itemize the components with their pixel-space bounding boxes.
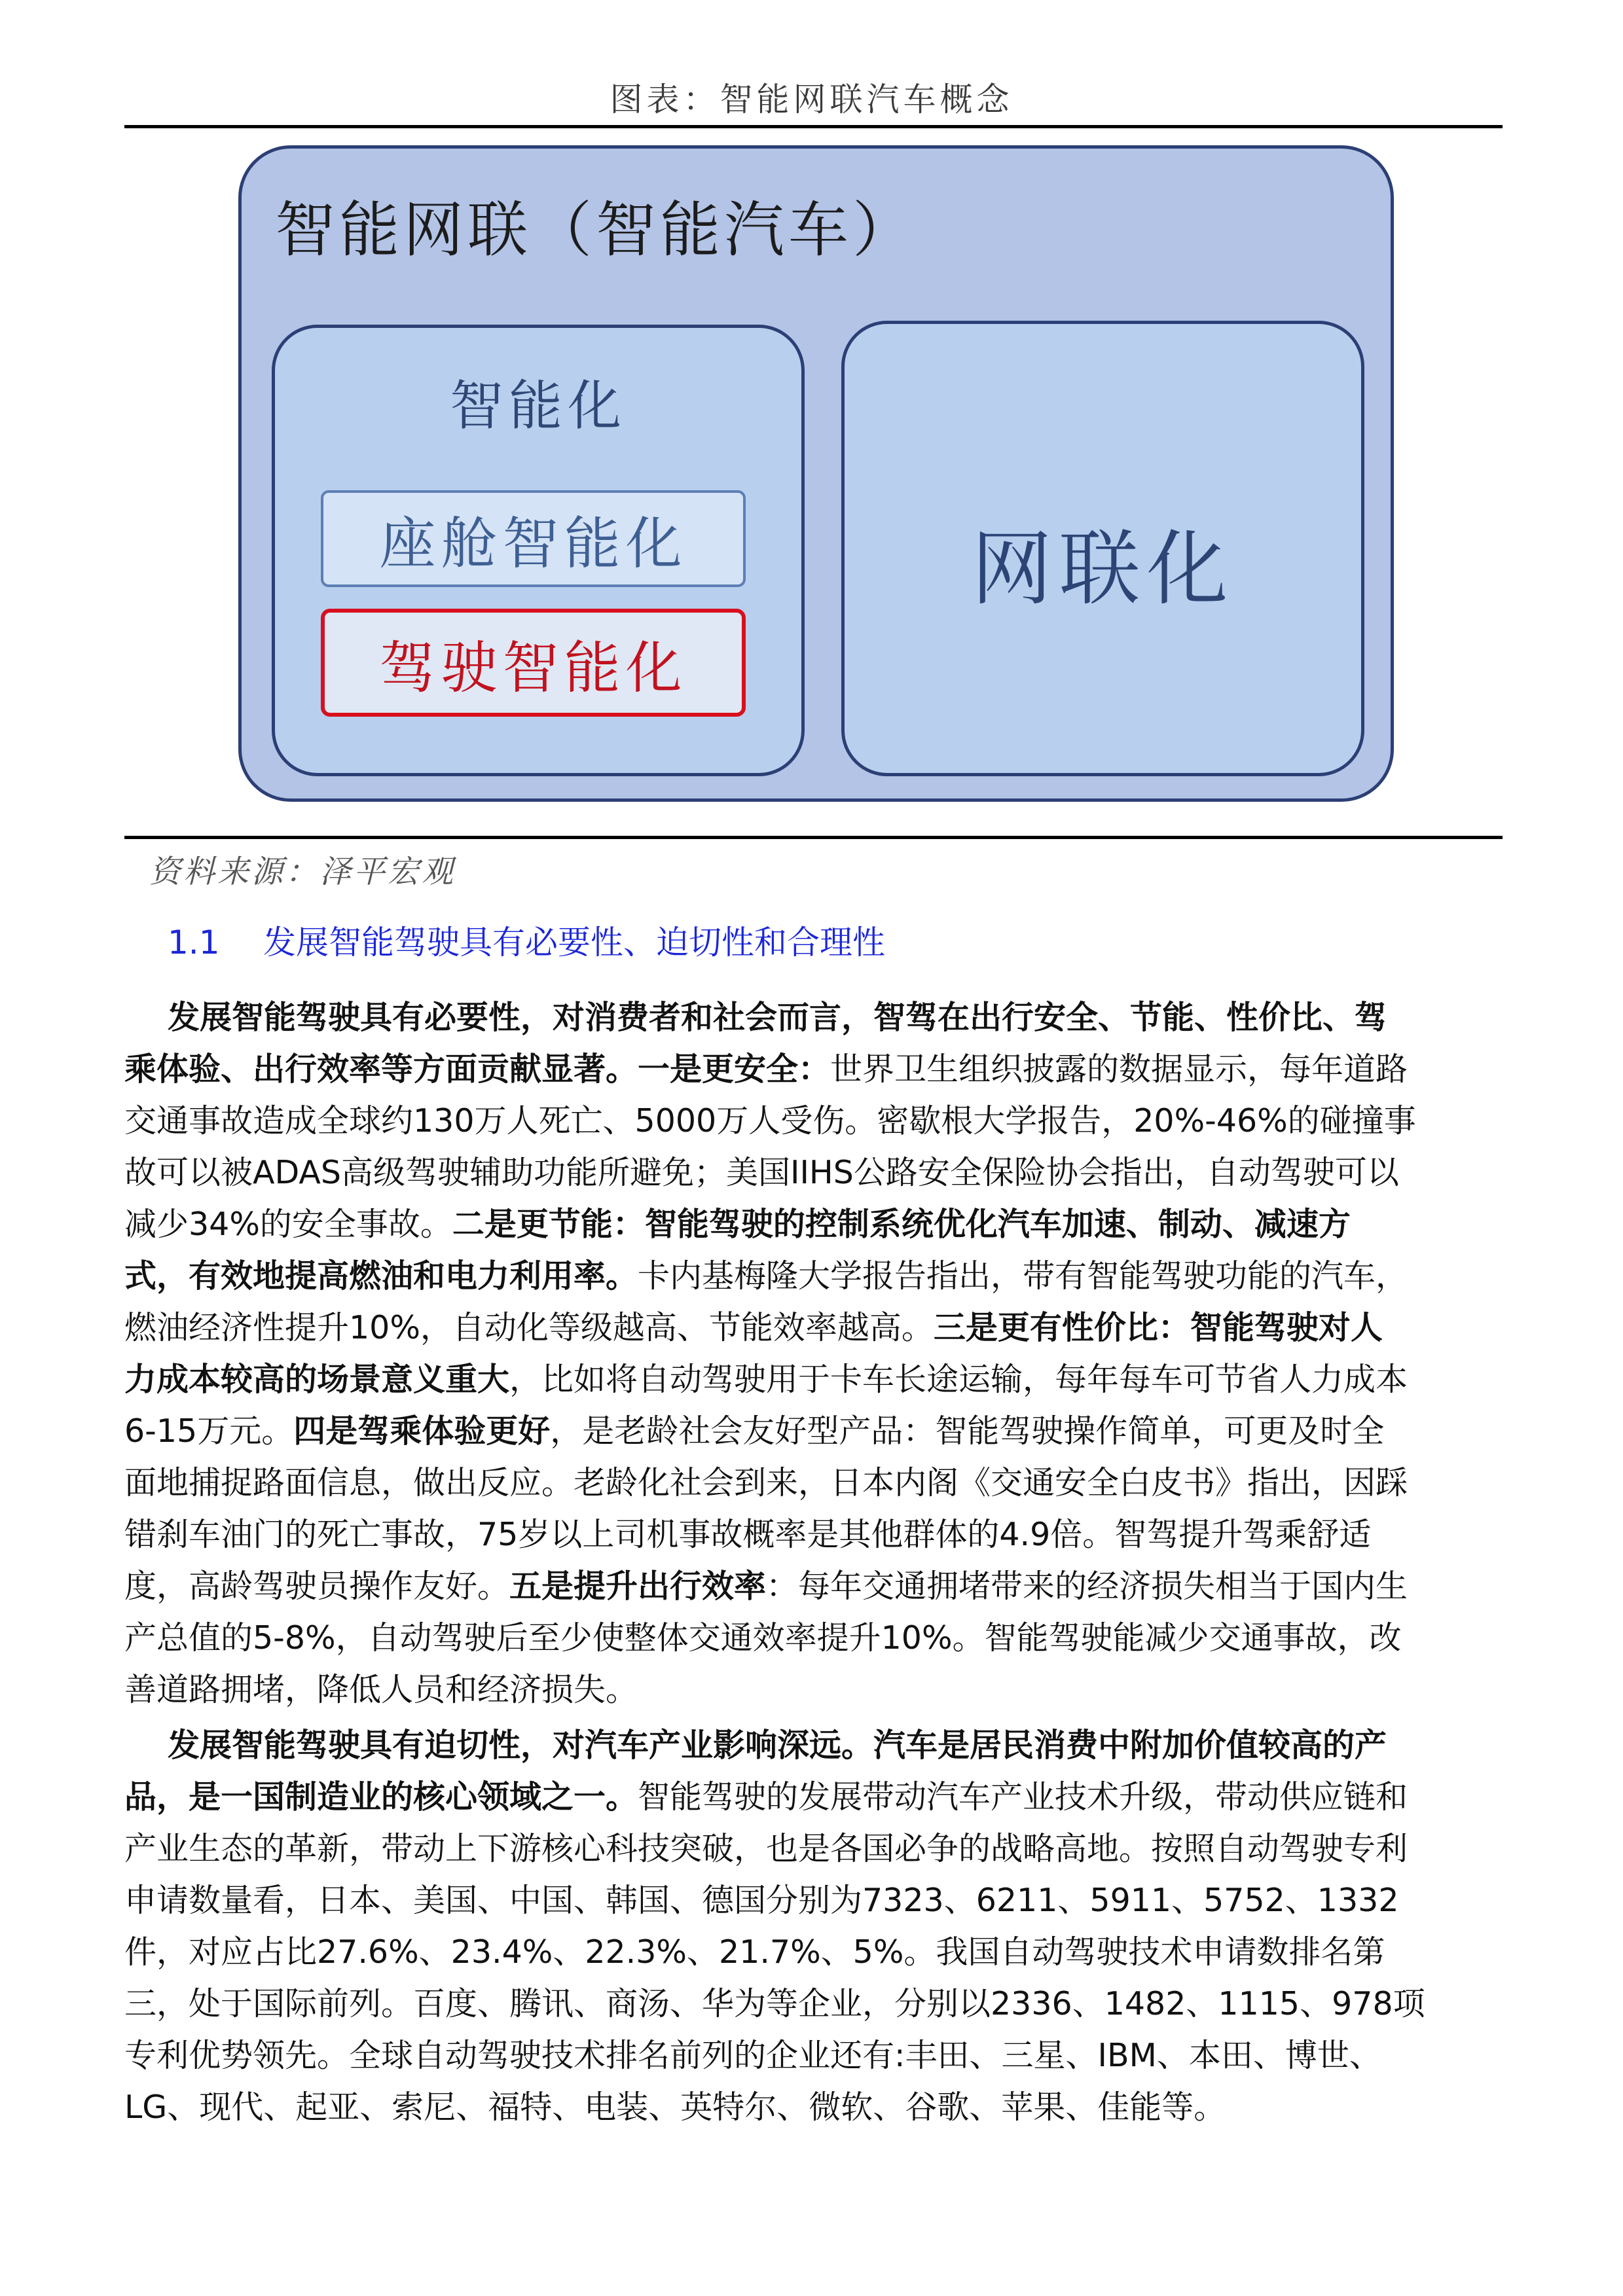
- intelligent-box-title: 智能化: [449, 375, 627, 437]
- paragraph-line: 发展智能驾驶具有迫切性，对汽车产业影响深远。汽车是居民消费中附加价值较高的产: [168, 1727, 1387, 1764]
- paragraph-line: 三，处于国际前列。百度、腾讯、商汤、华为等企业，分别以2336、1482、1115、978项: [124, 1985, 1425, 2022]
- section-title: 发展智能驾驶具有必要性、迫切性和合理性: [263, 924, 885, 961]
- cockpit-intelligence-box: 座舱智能化: [321, 490, 746, 587]
- paragraph-line: 发展智能驾驶具有必要性，对消费者和社会而言，智驾在出行安全、节能、性价比、驾: [168, 999, 1387, 1036]
- paragraph-line: 度，高龄驾驶员操作友好。五是提升出行效率：每年交通拥堵带来的经济损失相当于国内生: [124, 1568, 1408, 1605]
- paragraph-line: LG、现代、起亚、索尼、福特、电装、英特尔、微软、谷歌、苹果、佳能等。: [124, 2089, 1226, 2126]
- paragraph-urgency: [124, 1719, 1503, 2133]
- paragraph-line: 申请数量看，日本、美国、中国、韩国、德国分别为7323、6211、5911、5752、1332: [124, 1882, 1399, 1919]
- section-heading: [168, 916, 885, 963]
- paragraph-line: 减少34%的安全事故。二是更节能：智能驾驶的控制系统优化汽车加速、制动、减速方: [124, 1206, 1351, 1243]
- driving-intelligence-box: 驾驶智能化: [321, 609, 746, 717]
- paragraph-necessity: [124, 992, 1503, 1715]
- paragraph-line: 乘体验、出行效率等方面贡献显著。一是更安全：世界卫生组织披露的数据显示，每年道路: [124, 1050, 1408, 1088]
- paragraph-line: 力成本较高的场景意义重大，比如将自动驾驶用于卡车长途运输，每年每车可节省人力成本: [124, 1361, 1408, 1398]
- figure-rule-bottom: [124, 836, 1503, 839]
- paragraph-line: 错刹车油门的死亡事故，75岁以上司机事故概率是其他群体的4.9倍。智驾提升驾乘舒适: [124, 1516, 1372, 1553]
- figure-caption: 图表：智能网联汽车概念: [610, 81, 1013, 118]
- connectivity-label: 网联化: [971, 522, 1235, 617]
- paragraph-line: 交通事故造成全球约130万人死亡、5000万人受伤。密歇根大学报告，20%-46%的碰撞事: [124, 1102, 1416, 1139]
- paragraph-line: 面地捕捉路面信息，做出反应。老龄化社会到来，日本内阁《交通安全白皮书》指出，因踩: [124, 1464, 1408, 1501]
- paragraph-line: 品，是一国制造业的核心领域之一。智能驾驶的发展带动汽车产业技术升级，带动供应链和: [124, 1778, 1408, 1816]
- source-note: 资料来源：泽平宏观: [149, 853, 456, 890]
- outer-box-title: 智能网联（智能汽车）: [275, 195, 917, 265]
- paragraph-line: 件，对应占比27.6%、23.4%、22.3%、21.7%、5%。我国自动驾驶技术申请数排名第: [124, 1933, 1385, 1971]
- paragraph-line: 善道路拥堵，降低人员和经济损失。: [124, 1671, 638, 1708]
- paragraph-line: 故可以被ADAS高级驾驶辅助功能所避免；美国IIHS公路安全保险协会指出，自动驾驶可以: [124, 1154, 1399, 1191]
- caption-rule-top: [124, 125, 1503, 128]
- paragraph-line: 产总值的5-8%，自动驾驶后至少使整体交通效率提升10%。智能驾驶能减少交通事故，改: [124, 1619, 1402, 1657]
- paragraph-line: 燃油经济性提升10%，自动化等级越高、节能效率越高。三是更有性价比：智能驾驶对人: [124, 1309, 1383, 1346]
- paragraph-line: 产业生态的革新，带动上下游核心科技突破，也是各国必争的战略高地。按照自动驾驶专利: [124, 1830, 1408, 1867]
- paragraph-line: 式，有效地提高燃油和电力利用率。卡内基梅隆大学报告指出，带有智能驾驶功能的汽车，: [124, 1257, 1408, 1295]
- paragraph-line: 6-15万元。四是驾乘体验更好，是老龄社会友好型产品：智能驾驶操作简单，可更及时全: [124, 1412, 1385, 1450]
- paragraph-line: 专利优势领先。全球自动驾驶技术排名前列的企业还有:丰田、三星、IBM、本田、博世、: [124, 2037, 1381, 2074]
- section-number: 1.1: [168, 924, 220, 961]
